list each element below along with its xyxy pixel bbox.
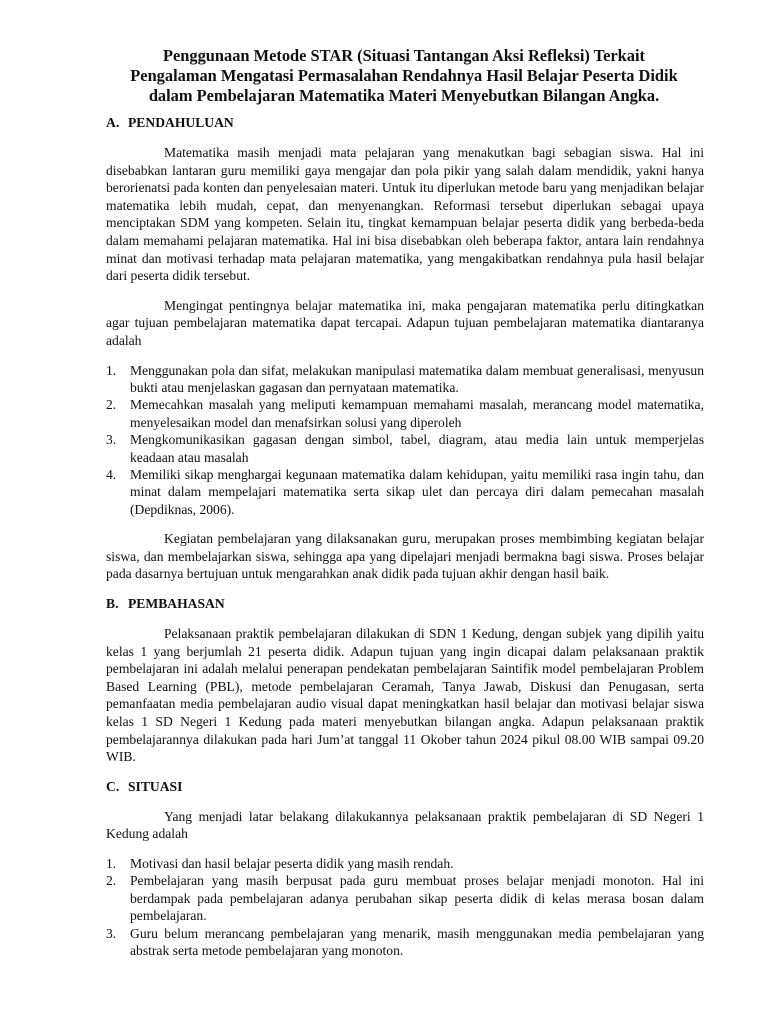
list-number: 4.	[106, 466, 117, 482]
list-text: Guru belum merancang pembelajaran yang menarik, masih menggunakan media pembelajaran yang abstrak serta metode pembelajaran yang monoton.	[130, 925, 704, 958]
list-number: 3.	[106, 432, 117, 448]
section-letter: A.	[106, 115, 120, 130]
objectives-list	[106, 362, 704, 519]
list-item	[106, 362, 704, 397]
list-number: 2.	[106, 873, 117, 889]
section-letter: B.	[106, 595, 119, 611]
list-text: Mengkomunikasikan gagasan dengan simbol, tabel, diagram, atau media lain untuk memperjelas keadaan atau masalah	[130, 432, 704, 465]
list-text: Memiliki sikap menghargai kegunaan matematika dalam kehidupan, yaitu memiliki rasa ingin tahu, dan minat dalam mempelajari matematika serta sikap ulet dan percaya diri dalam pemecahan masalah (Depdiknas, 2006).	[130, 466, 704, 517]
section-letter: C.	[106, 778, 120, 794]
paragraph: Matematika masih menjadi mata pelajaran yang menakutkan bagi sebagian siswa. Hal ini disebabkan lantaran guru memiliki gaya mengajar dan pola pikir yang salah dalam mendidik, yakni hanya berorienatsi pada konten dan penyelesaian materi. Untuk itu diperlukan metode baru yang menjadikan belajar matematika lebih mudah, cepat, dan menyenangkan. Reformasi tersebut diperlukan sebagai upaya menciptakan SDM yang kompeten. Selain itu, tingkat kemampuan belajar peserta didik yang berbeda-beda dalam memahami pelajaran matematika. Hal ini bisa disebabkan oleh beberapa faktor, antara lain rendahnya minat dan motivasi terhadap mata pelajaran matematika, yang mengakibatkan rendahnya pula hasil belajar dari peserta didik tersebut.	[106, 145, 704, 284]
situation-list	[106, 855, 704, 959]
document-title	[104, 46, 704, 106]
paragraph: Mengingat pentingnya belajar matematika ini, maka pengajaran matematika perlu ditingkatkan agar tujuan pembelajaran matematika dapat tercapai. Adapun tujuan pembelajaran matematika diantaranya adalah	[106, 297, 704, 348]
list-item	[106, 431, 704, 466]
section-title: PENDAHULUAN	[128, 115, 234, 130]
section-heading-situasi	[106, 778, 704, 796]
section-title: PEMBAHASAN	[128, 595, 225, 611]
list-text: Motivasi dan hasil belajar peserta didik yang masih rendah.	[130, 855, 454, 871]
list-number: 1.	[106, 362, 117, 378]
title-line: Penggunaan Metode STAR (Situasi Tantangan Aksi Refleksi) Terkait	[163, 46, 645, 65]
list-item	[106, 925, 704, 960]
list-item	[106, 466, 704, 518]
list-item	[106, 872, 704, 924]
section-heading-pembahasan	[106, 595, 704, 613]
section-heading-pendahuluan	[106, 114, 704, 132]
title-line: dalam Pembelajaran Matematika Materi Menyebutkan Bilangan Angka.	[148, 86, 660, 105]
list-item	[106, 855, 704, 872]
list-number: 2.	[106, 397, 117, 413]
list-text: Memecahkan masalah yang meliputi kemampuan memahami masalah, merancang model matematika, menyelesaikan model dan menafsirkan solusi yang diperoleh	[130, 397, 704, 430]
section-title: SITUASI	[128, 778, 183, 794]
title-line: Pengalaman Mengatasi Permasalahan Rendahnya Hasil Belajar Peserta Didik	[130, 66, 678, 85]
list-item	[106, 396, 704, 431]
paragraph: Pelaksanaan praktik pembelajaran dilakukan di SDN 1 Kedung, dengan subjek yang dipilih yaitu kelas 1 yang berjumlah 21 peserta didik. Adapun tujuan yang ingin dicapai dalam pelaksanaan praktik pembelajaran ini adalah melalui penerapan pendekatan pembelajaran Saintifik model pembelajaran Problem Based Learning (PBL), metode pembelajaran Ceramah, Tanya Jawab, Diskusi dan Penugasan, serta pemanfaatan media pembelajaran audio visual dapat meningkatkan hasil belajar dan motivasi belajar siswa kelas 1 SD Negeri 1 Kedung pada materi menyebutkan bilangan angka. Adapun pelaksanaan praktik pembelajarannya dilakukan pada hari Jum’at tanggal 11 Okober tahun 2024 pikul 08.00 WIB sampai 09.20 WIB.	[106, 625, 704, 765]
list-number: 3.	[106, 925, 117, 941]
paragraph: Kegiatan pembelajaran yang dilaksanakan guru, merupakan proses membimbing kegiatan belajar siswa, dan membelajarkan siswa, sehingga apa yang dipelajari menjadi bermakna bagi siswa. Proses belajar pada dasarnya bertujuan untuk mengarahkan anak didik pada tujuan akhir dengan hasil baik.	[106, 531, 704, 582]
list-text: Menggunakan pola dan sifat, melakukan manipulasi matematika dalam membuat generalisasi, menyusun bukti atau menjelaskan gagasan dan pernyataan matematika.	[130, 362, 704, 395]
list-text: Pembelajaran yang masih berpusat pada guru membuat proses belajar menjadi monoton. Hal ini berdampak pada pembelajaran adanya perubahan sikap peserta didik di kelas merasa bosan dalam pembelajaran.	[130, 873, 704, 924]
paragraph: Yang menjadi latar belakang dilakukannya pelaksanaan praktik pembelajaran di SD Negeri 1 Kedung adalah	[106, 808, 704, 842]
list-number: 1.	[106, 855, 117, 871]
